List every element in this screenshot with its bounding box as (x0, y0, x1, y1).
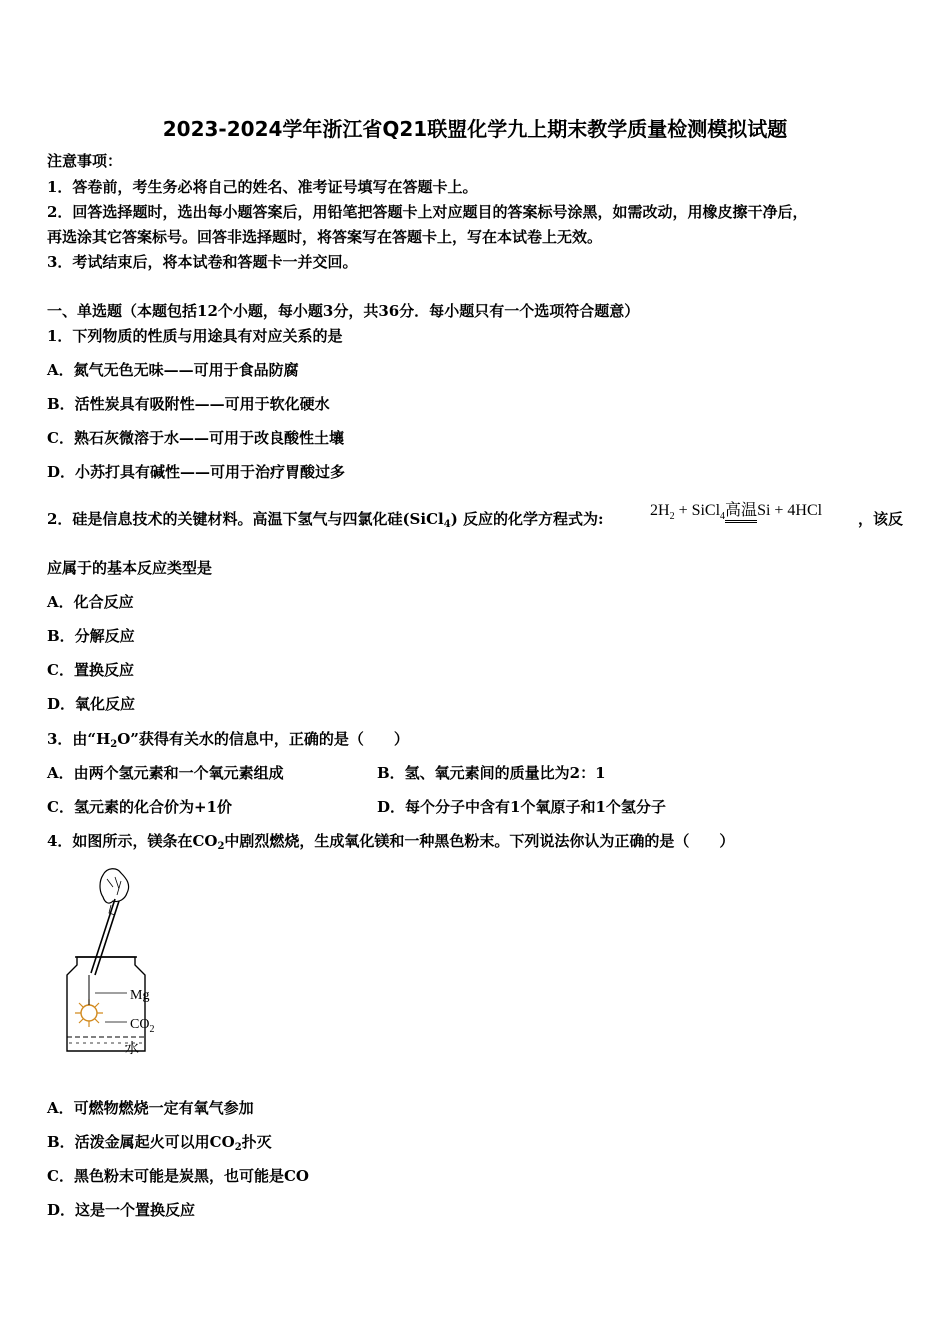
q2-option-d: D．氧化反应 (47, 695, 136, 713)
q4-stem (47, 831, 734, 857)
q3-option-b: B．氢、氧元素间的质量比为2：1 (377, 764, 606, 782)
q2-option-c: C．置换反应 (47, 661, 134, 679)
section-heading: 一、单选题（本题包括12个小题，每小题3分，共36分．每小题只有一个选项符合题意） (47, 302, 640, 320)
label-co2-main: CO (130, 1017, 150, 1032)
q1-option-c: C．熟石灰微溶于水——可用于改良酸性土壤 (47, 429, 344, 447)
q4-option-c: C．黑色粉末可能是炭黑，也可能是CO (47, 1167, 309, 1185)
eq-plus: + SiCl (674, 502, 721, 519)
eq-condition: 高温 (725, 497, 757, 520)
eq-h2-sub: 2 (669, 511, 675, 523)
label-mg: Mg (130, 988, 150, 1003)
notice-line-1: 1．答卷前，考生务必将自己的姓名、准考证号填写在答题卡上。 (47, 178, 478, 196)
notice-line-3: 3．考试结束后，将本试卷和答题卡一并交回。 (47, 253, 358, 271)
q3-stem-subscript: 2 (110, 739, 118, 750)
q1-option-b: B．活性炭具有吸附性——可用于软化硬水 (47, 395, 330, 413)
notice-heading: 注意事项： (47, 152, 123, 170)
q4-stem-part2: 中剧烈燃烧，生成氧化镁和一种黑色粉末。下列说法你认为正确的是（ ） (224, 832, 735, 850)
q2-stem (47, 509, 604, 535)
q3-option-a: A．由两个氢元素和一个氧元素组成 (47, 764, 284, 782)
magnesium-combustion-figure (55, 865, 175, 1060)
hand-icon (100, 869, 129, 903)
q2-option-b: B．分解反应 (47, 627, 135, 645)
label-co2-sub: 2 (149, 1024, 155, 1035)
q2-option-a: A．化合反应 (47, 593, 134, 611)
q3-stem-part1: 3．由“H (47, 730, 111, 748)
finger-lines (107, 877, 121, 895)
tongs-icon (91, 899, 119, 975)
notice-line-2a: 2．回答选择题时，选出每小题答案后，用铅笔把答题卡上对应题目的答案标号涂黑，如需改动，用橡皮擦干净后， (47, 203, 808, 221)
q4-option-b-subscript: 2 (234, 1142, 242, 1153)
chemical-equation (650, 497, 822, 522)
q4-option-a: A．可燃物燃烧一定有氧气参加 (47, 1099, 254, 1117)
eq-cl-sub: 4 (720, 511, 726, 523)
q4-stem-part1: 4．如图所示，镁条在CO (47, 832, 218, 850)
q3-option-d: D．每个分子中含有1个氧原子和1个氢分子 (377, 798, 666, 816)
q4-option-b (47, 1132, 272, 1158)
q1-option-d: D．小苏打具有碱性——可用于治疗胃酸过多 (47, 463, 346, 481)
eq-left: 2H (650, 502, 670, 519)
q1-option-a: A．氮气无色无味——可用于食品防腐 (47, 361, 299, 379)
label-co2 (130, 1017, 154, 1035)
q3-stem-part2: O”获得有关水的信息中，正确的是（ ） (117, 730, 409, 748)
q4-stem-subscript: 2 (217, 841, 225, 852)
q2-stem-part1: 2．硅是信息技术的关键材料。高温下氢气与四氯化硅(SiCl (47, 510, 444, 528)
q2-stem-continued: 应属于的基本反应类型是 (47, 559, 213, 577)
notice-line-2b: 再选涂其它答案标号。回答非选择题时，将答案写在答题卡上，写在本试卷上无效。 (47, 228, 603, 246)
q4-option-d: D．这是一个置换反应 (47, 1201, 196, 1219)
q3-stem (47, 729, 409, 755)
eq-right: Si + 4HCl (757, 502, 823, 519)
q2-stem-subscript: 4 (443, 519, 451, 530)
q4-option-b-part1: B．活泼金属起火可以用CO (47, 1133, 235, 1151)
q2-stem-part2: ) 反应的化学方程式为: (450, 510, 604, 528)
q2-stem-tail: ，该反 (858, 510, 904, 528)
q1-stem: 1．下列物质的性质与用途具有对应关系的是 (47, 327, 343, 345)
q4-option-b-part2: 扑灭 (241, 1133, 272, 1151)
q3-option-c: C．氢元素的化合价为+1价 (47, 798, 232, 816)
page-title: 2023-2024学年浙江省Q21联盟化学九上期末教学质量检测模拟试题 (162, 117, 788, 141)
label-water: 水 (125, 1042, 139, 1057)
